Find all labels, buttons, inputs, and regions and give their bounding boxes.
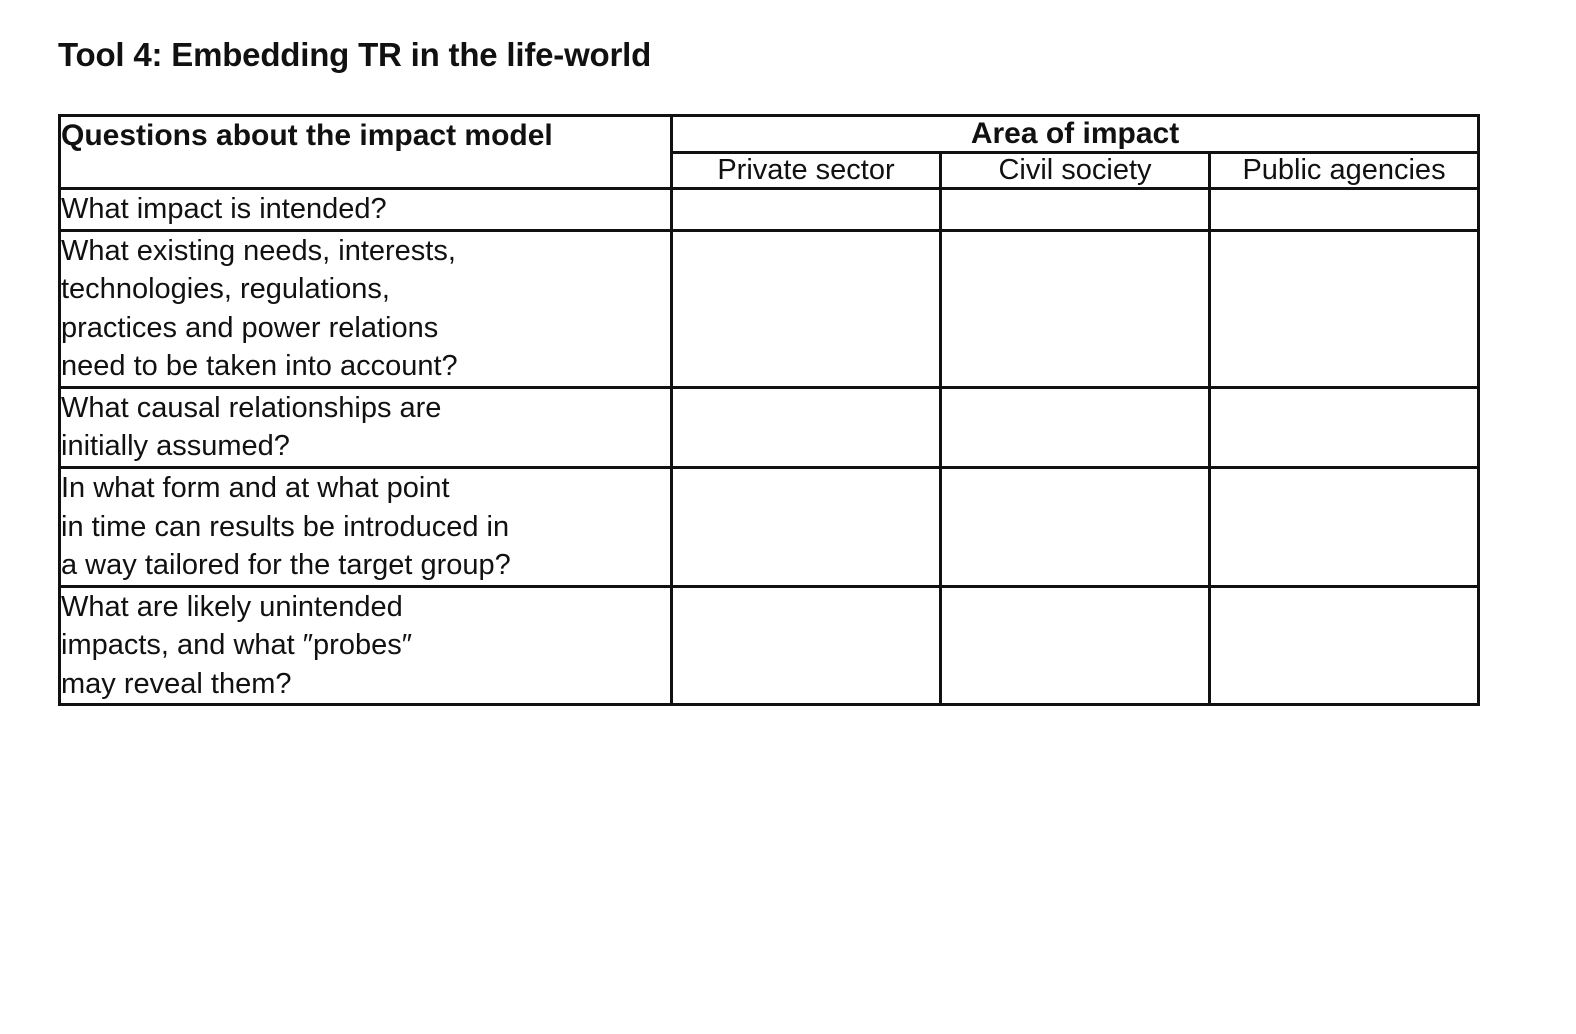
question-line: practices and power relations [61,311,439,344]
question-line: a way tailored for the target group? [61,549,511,582]
answer-cell-public-agencies[interactable] [1210,387,1479,467]
question-cell [60,230,672,387]
question-cell [60,387,672,467]
questions-header-line-2: impact model [359,119,553,152]
answer-cell-public-agencies[interactable] [1210,189,1479,231]
questions-header-line-1: Questions about the [61,119,352,152]
table-header-row-top [60,116,1479,153]
area-of-impact-header: Area of impact [672,116,1479,153]
question-line: may reveal them? [61,667,292,700]
question-line: What impact is intended? [61,193,387,225]
answer-cell-civil-society[interactable] [941,189,1210,231]
answer-cell-private-sector[interactable] [672,387,941,467]
answer-cell-private-sector[interactable] [672,467,941,586]
question-line: In what form and at what point [61,471,450,504]
answer-cell-public-agencies[interactable] [1210,467,1479,586]
table-row [60,467,1479,586]
question-line: What causal relationships are [61,391,442,424]
impact-model-table [58,114,1480,706]
question-line: What are likely unintended [61,590,403,623]
table-row [60,586,1479,705]
question-line: need to be taken into account? [61,350,458,383]
question-cell [60,467,672,586]
answer-cell-private-sector[interactable] [672,586,941,705]
column-header-public-agencies: Public agencies [1210,153,1479,189]
column-header-private-sector: Private sector [672,153,941,189]
question-line: technologies, regulations, [61,273,390,306]
answer-cell-private-sector[interactable] [672,189,941,231]
answer-cell-public-agencies[interactable] [1210,230,1479,387]
answer-cell-civil-society[interactable] [941,230,1210,387]
table-row [60,189,1479,231]
table-row [60,387,1479,467]
question-line: What existing needs, interests, [61,234,456,267]
table-row [60,230,1479,387]
answer-cell-civil-society[interactable] [941,586,1210,705]
column-header-civil-society: Civil society [941,153,1210,189]
question-cell [60,189,672,231]
answer-cell-civil-society[interactable] [941,387,1210,467]
question-line: impacts, and what ″probes″ [61,629,412,662]
question-line: initially assumed? [61,430,290,463]
answer-cell-private-sector[interactable] [672,230,941,387]
page-title: Tool 4: Embedding TR in the life-world [58,36,652,73]
question-cell [60,586,672,705]
answer-cell-public-agencies[interactable] [1210,586,1479,705]
questions-header-cell [60,116,672,189]
answer-cell-civil-society[interactable] [941,467,1210,586]
question-line: in time can results be introduced in [61,510,510,543]
